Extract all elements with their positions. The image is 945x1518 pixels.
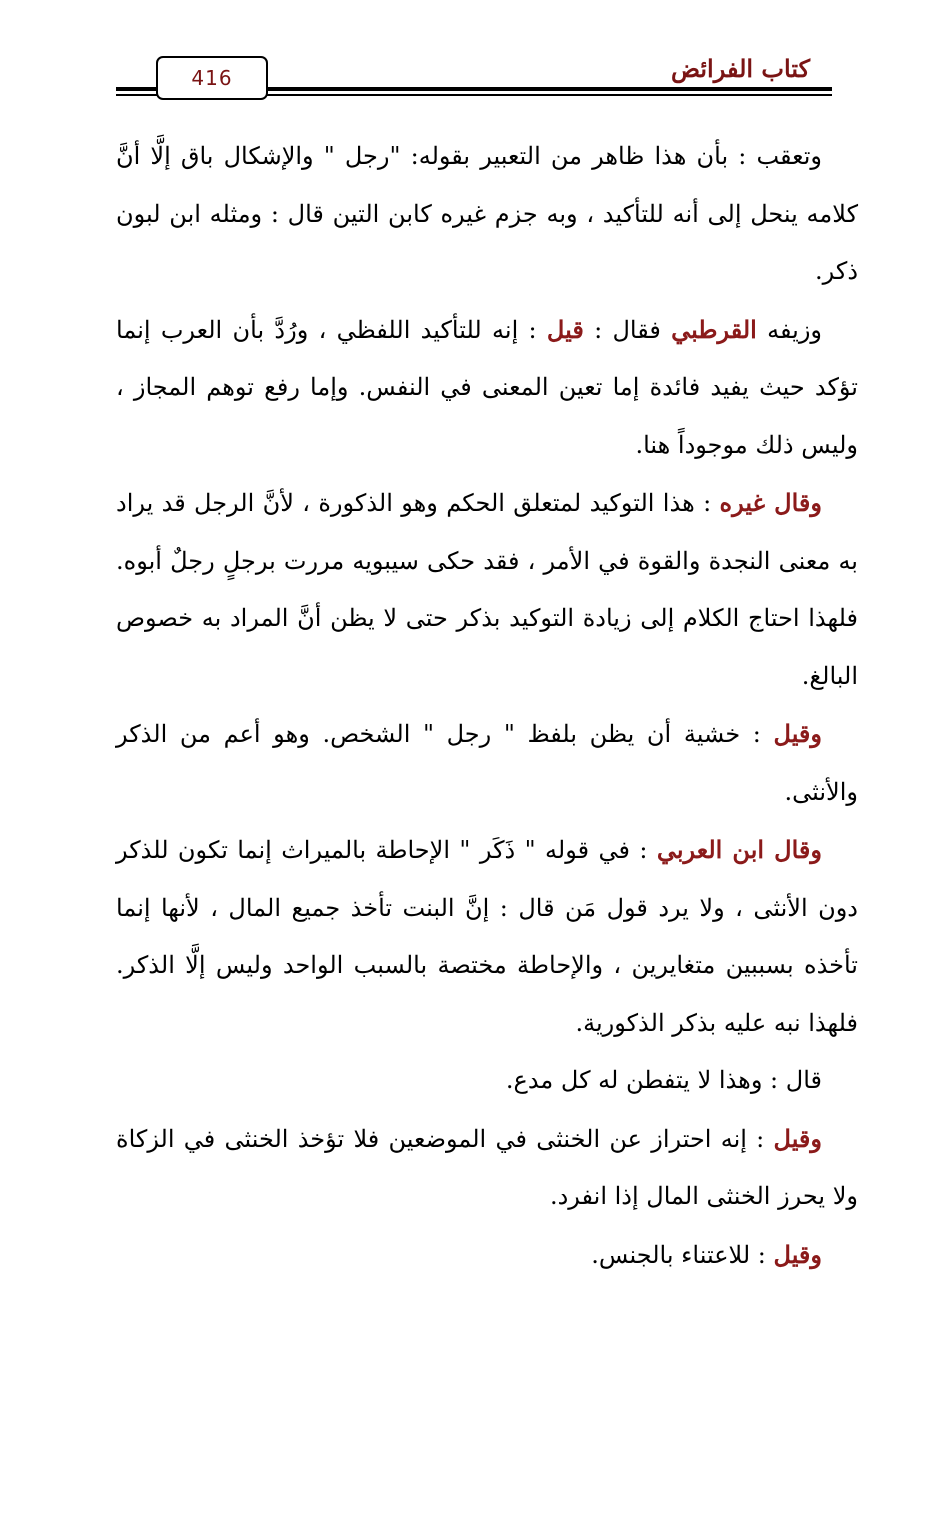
lead-word-qila: قيل: [546, 314, 584, 344]
paragraph-6: [116, 1052, 858, 1110]
paragraph-5: [116, 821, 858, 1052]
lead-word-qala-ghayruh: وقال غيره: [719, 488, 822, 517]
paragraph-text: : خشية أن يظن بلفظ " رجل " الشخص. وهو أعم من الذكر والأنثى.: [116, 720, 858, 806]
paragraph-4: [116, 705, 858, 821]
paragraph-text: : للاعتناء بالجنس.: [591, 1240, 774, 1269]
paragraph-text: : في قوله " ذَكَر " الإحاطة بالميراث إنما تكون للذكر دون الأنثى ، ولا يرد قول مَن قال : إنَّ البنت تأخذ جميع المال ، لأنها إنما تأخذه بسببين متغايرين ، والإحاطة مختصة بالسبب الواحد وليس إلَّا الذكر. فلهذا نبه عليه بذكر الذكورية.: [116, 836, 858, 1037]
scholar-name-qurtubi: القرطبي: [671, 314, 757, 344]
lead-word-qila: وقيل: [773, 719, 822, 748]
lead-word-qila: وقيل: [773, 1123, 822, 1153]
lead-word-qila: وقيل: [773, 1239, 822, 1269]
page-header: [116, 52, 832, 102]
paragraph-pre: وزيفه: [756, 315, 822, 344]
paragraph-text: وتعقب : بأن هذا ظاهر من التعبير بقوله: "رجل " والإشكال باق إلَّا أنَّ كلامه ينحل إلى أنه للتأكيد ، وبه جزم غيره كابن التين قال : ومثله ابن لبون ذكر.: [116, 142, 859, 285]
paragraph-8: [116, 1226, 858, 1285]
page-body: [116, 128, 858, 1284]
paragraph-2: [116, 301, 858, 475]
paragraph-text: قال : وهذا لا يتفطن له كل مدع.: [505, 1066, 822, 1094]
paragraph-text: : إنه للتأكيد اللفظي ، ورُدَّ بأن العرب إنما تؤكد حيث يفيد فائدة إما تعين المعنى في النفس. وإما رفع توهم المجاز ، وليس ذلك موجوداً هنا.: [116, 315, 858, 459]
page-number: 416: [156, 56, 268, 100]
paragraph-text: : إنه احتراز عن الخنثى في الموضعين فلا تؤخذ الخنثى في الزكاة ولا يحرز الخنثى المال إذا انفرد.: [116, 1124, 858, 1210]
paragraph-3: [116, 474, 858, 705]
paragraph-mid: فقال :: [583, 315, 672, 344]
book-title: كتاب الفرائض: [670, 54, 810, 83]
paragraph-7: [116, 1110, 858, 1226]
paragraph-1: [116, 128, 858, 301]
paragraph-text: : هذا التوكيد لمتعلق الحكم وهو الذكورة ، لأنَّ الرجل قد يراد به معنى النجدة والقوة في الأمر ، فقد حكى سيبويه مررت برجلٍ رجلٌ أبوه. فلهذا احتاج الكلام إلى زيادة التوكيد بذكر حتى لا يظن أنَّ المراد به خصوص البالغ.: [116, 489, 858, 690]
lead-word-ibn-al-arabi: وقال ابن العربي: [656, 835, 822, 864]
